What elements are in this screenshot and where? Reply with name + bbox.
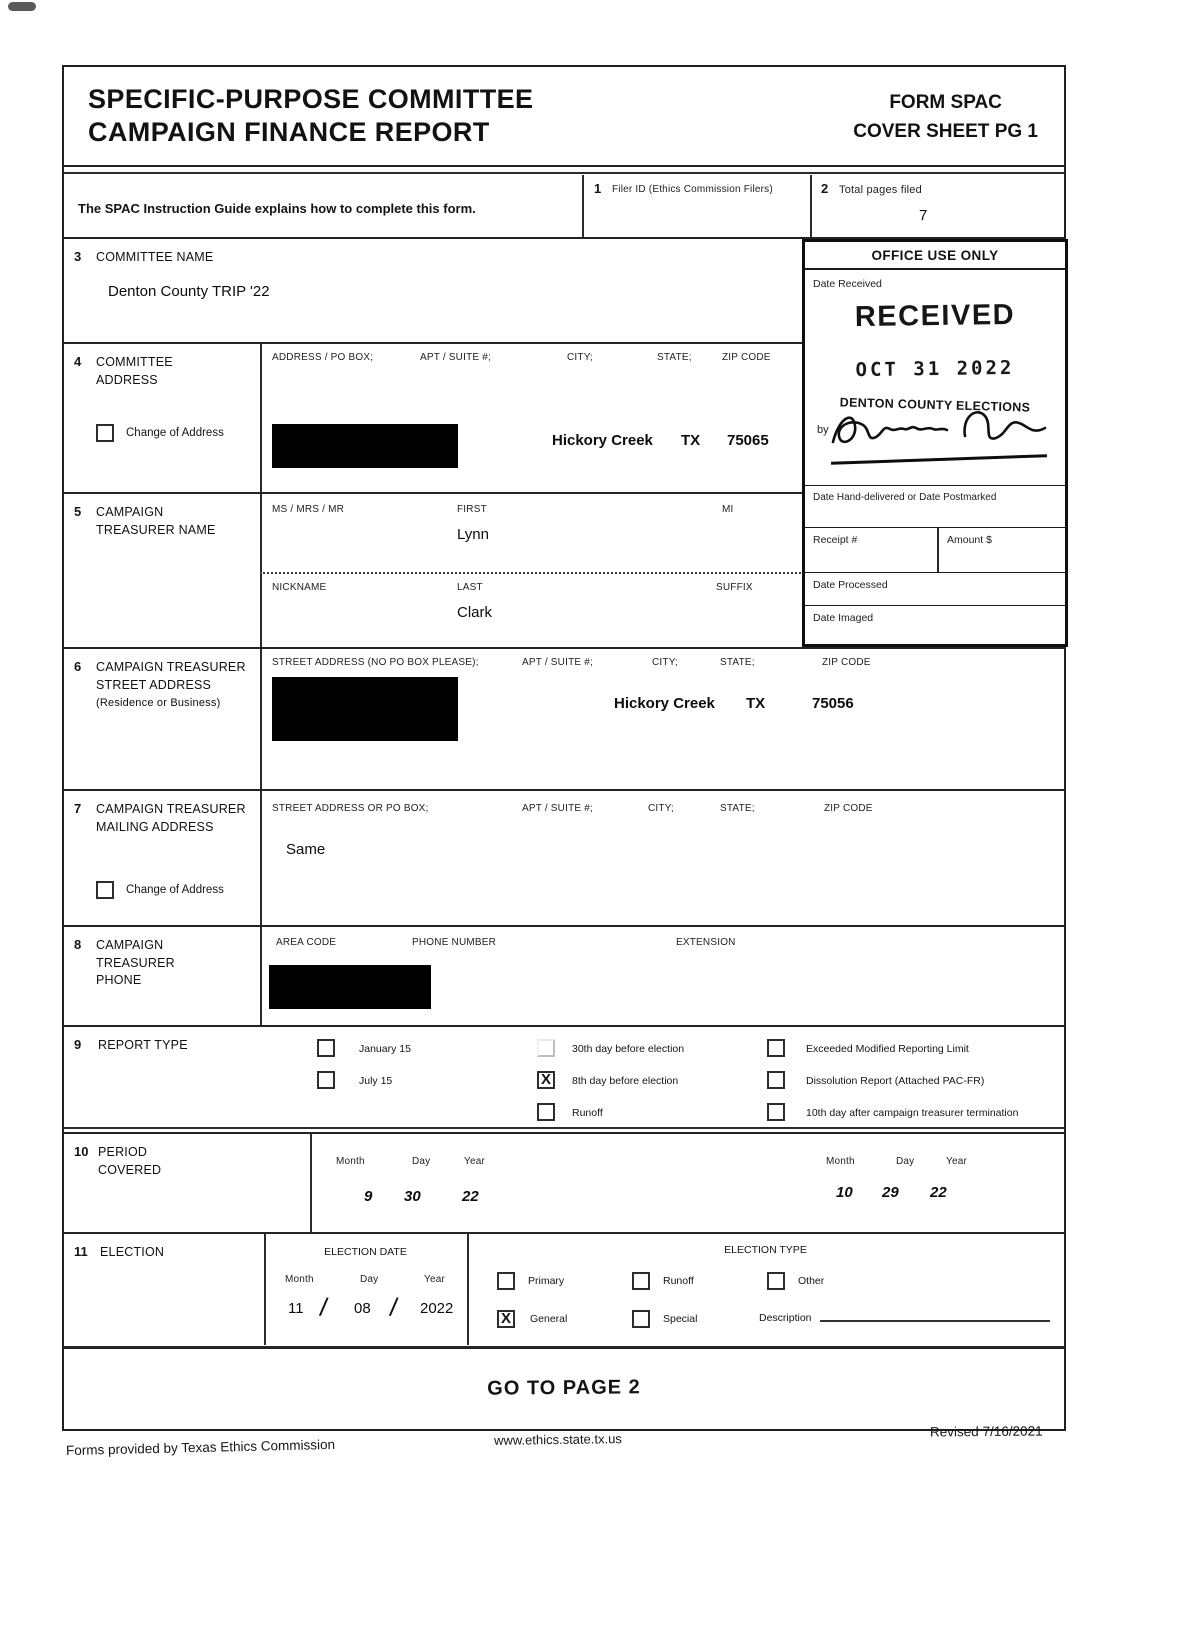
checkbox-july-15[interactable]: [317, 1071, 335, 1089]
option-8th-day: 8th day before election: [572, 1075, 679, 1087]
col-address-label: ADDRESS / PO BOX;: [272, 352, 374, 363]
divider: [260, 344, 262, 492]
option-january-15: January 15: [359, 1043, 411, 1055]
intro-row: [64, 175, 1064, 239]
option-runoff-report: Runoff: [572, 1107, 603, 1119]
box9-report-type: [64, 1025, 1064, 1132]
slash: /: [388, 1291, 400, 1323]
col-street-label: STREET ADDRESS (NO PO BOX PLEASE);: [272, 657, 479, 668]
description-label: Description: [759, 1312, 812, 1324]
go-to-page-2-text: GO TO PAGE 2: [487, 1376, 641, 1400]
box6-treasurer-street-address: [64, 647, 1064, 789]
option-july-15: July 15: [359, 1075, 393, 1087]
col-nickname-label: NICKNAME: [272, 582, 327, 593]
received-stamp-date: OCT 31 2022: [855, 356, 1015, 382]
checkbox-30th-day[interactable]: [537, 1039, 555, 1057]
col-city-label: CITY;: [652, 657, 678, 668]
committee-zip-value: 75065: [727, 432, 769, 449]
col-apt-label: APT / SUITE #;: [522, 657, 593, 668]
option-10th-day-termination: 10th day after campaign treasurer termination: [806, 1107, 1019, 1119]
col-month-label: Month: [336, 1156, 365, 1167]
mailing-address-value: Same: [286, 841, 326, 858]
col-zip-label: ZIP CODE: [722, 352, 771, 363]
box7-treasurer-mailing-address: [64, 789, 1064, 925]
period-covered-label: PERIOD COVERED: [98, 1145, 162, 1177]
change-of-address-label: Change of Address: [126, 427, 224, 439]
form-title-line2: CAMPAIGN FINANCE REPORT: [88, 116, 490, 147]
election-date-day: 08: [354, 1300, 371, 1317]
option-general: General: [530, 1313, 568, 1325]
box4-committee-address: [64, 342, 804, 492]
description-line: [820, 1320, 1050, 1322]
form-title-line1: SPECIFIC-PURPOSE COMMITTEE: [88, 84, 534, 114]
col-city-label: CITY;: [567, 352, 593, 363]
col-suffix-label: SUFFIX: [716, 582, 753, 593]
option-dissolution: Dissolution Report (Attached PAC-FR): [806, 1075, 985, 1087]
col-month-label: Month: [285, 1274, 314, 1285]
col-state-label: STATE;: [720, 803, 755, 814]
treasurer-street-address-sublabel: (Residence or Business): [96, 697, 221, 709]
receipt-label: Receipt #: [813, 534, 858, 546]
col-day-label: Day: [360, 1274, 379, 1285]
period-through-day: 29: [882, 1184, 899, 1201]
form-number-line1: FORM SPAC: [889, 92, 1002, 113]
col-last-label: LAST: [457, 582, 483, 593]
election-date-year: 2022: [420, 1300, 454, 1317]
footer-url: www.ethics.state.tx.us: [493, 1431, 622, 1448]
checkbox-general[interactable]: [497, 1310, 515, 1328]
divider: [937, 528, 939, 572]
filer-id-label: Filer ID (Ethics Commission Filers): [612, 184, 773, 195]
col-state-label: STATE;: [720, 657, 755, 668]
office-use-only-title: OFFICE USE ONLY: [805, 242, 1065, 270]
total-pages-value: 7: [919, 207, 928, 224]
committee-city-value: Hickory Creek: [552, 432, 653, 449]
redacted-phone: [269, 965, 431, 1009]
col-zip-label: ZIP CODE: [822, 657, 871, 668]
checkbox-special[interactable]: [632, 1310, 650, 1328]
option-runoff: Runoff: [663, 1275, 694, 1287]
treasurer-street-address-label: [96, 659, 251, 712]
form-title: [88, 83, 533, 149]
signature: [823, 400, 1055, 462]
field-number-6: 6: [74, 659, 82, 674]
col-area-code-label: AREA CODE: [276, 937, 337, 948]
form-header: [64, 67, 1064, 167]
divider: [260, 791, 262, 925]
period-from-month: 9: [364, 1188, 373, 1205]
hand-delivered-label: Date Hand-delivered or Date Postmarked: [813, 492, 997, 503]
col-first-label: FIRST: [457, 504, 487, 515]
box3-committee-name: [64, 239, 804, 342]
option-special: Special: [663, 1313, 698, 1325]
amount-label: Amount $: [947, 534, 992, 546]
checkbox-8th-day[interactable]: [537, 1071, 555, 1089]
treasurer-first-value: Lynn: [457, 526, 489, 543]
field-number-3: 3: [74, 249, 82, 264]
office-use-only-box: [802, 239, 1068, 647]
field-number-11: 11: [74, 1244, 88, 1259]
divider: [810, 175, 812, 237]
office-receipt-row: [805, 527, 1065, 572]
divider: [260, 494, 262, 647]
field-number-10: 10: [74, 1144, 89, 1159]
checkbox-exceeded-limit[interactable]: [767, 1039, 785, 1057]
col-extension-label: EXTENSION: [676, 937, 736, 948]
slash: /: [318, 1291, 330, 1323]
col-year-label: Year: [946, 1156, 968, 1167]
box8-treasurer-phone: [64, 925, 1064, 1025]
divider: [260, 927, 262, 1025]
committee-address-label: COMMITTEE ADDRESS: [96, 355, 173, 387]
mailing-change-of-address-checkbox[interactable]: [96, 881, 114, 899]
received-stamp: RECEIVED: [854, 298, 1016, 334]
committee-state-value: TX: [681, 432, 701, 449]
form-number: [853, 89, 1038, 146]
checkbox-dissolution[interactable]: [767, 1071, 785, 1089]
field-number-4: 4: [74, 354, 82, 369]
redacted-street-address: [272, 677, 458, 741]
period-through-year: 22: [930, 1184, 947, 1201]
col-apt-label: APT / SUITE #;: [522, 803, 593, 814]
total-pages-label: Total pages filed: [839, 184, 922, 196]
option-primary: Primary: [528, 1275, 565, 1287]
checkbox-january-15[interactable]: [317, 1039, 335, 1057]
col-city-label: CITY;: [648, 803, 674, 814]
checkbox-runoff-report[interactable]: [537, 1103, 555, 1121]
header-double-rule: [64, 172, 1064, 174]
col-phone-number-label: PHONE NUMBER: [412, 937, 497, 948]
election-label: ELECTION: [100, 1245, 165, 1259]
treasurer-zip-value: 75056: [812, 695, 854, 712]
received-stamp-agency: DENTON COUNTY ELECTIONS: [839, 395, 1031, 415]
field-number-9: 9: [74, 1037, 82, 1052]
election-date-month: 11: [288, 1300, 304, 1317]
treasurer-mailing-address-label: CAMPAIGN TREASURER MAILING ADDRESS: [96, 802, 246, 834]
field-number-8: 8: [74, 937, 82, 952]
checkbox-primary[interactable]: [497, 1272, 515, 1290]
col-state-label: STATE;: [657, 352, 692, 363]
footer-provider: Forms provided by Texas Ethics Commission: [65, 1436, 336, 1459]
period-through-month: 10: [836, 1184, 853, 1201]
checkbox-10th-day-termination[interactable]: [767, 1103, 785, 1121]
field-number-7: 7: [74, 801, 82, 816]
period-from-year: 22: [462, 1188, 479, 1205]
report-type-label: REPORT TYPE: [98, 1038, 188, 1052]
office-hand-delivered-row: [805, 485, 1065, 527]
field-number-1: 1: [594, 181, 602, 196]
col-day-label: Day: [896, 1156, 915, 1167]
treasurer-name-label: CAMPAIGN TREASURER NAME: [96, 505, 216, 537]
divider: [582, 175, 584, 237]
col-ms-mrs-mr-label: MS / MRS / MR: [272, 504, 345, 515]
field-number-2: 2: [821, 181, 829, 196]
option-30th-day: 30th day before election: [572, 1043, 685, 1055]
committee-name-label: COMMITTEE NAME: [96, 250, 214, 264]
col-month-label: Month: [826, 1156, 855, 1167]
option-other: Other: [798, 1275, 825, 1287]
form-number-line2: COVER SHEET PG 1: [853, 120, 1038, 142]
office-date-processed-row: [805, 572, 1065, 605]
mailing-change-of-address-label: Change of Address: [126, 884, 224, 896]
date-imaged-label: Date Imaged: [813, 612, 874, 624]
box10-period-covered: [64, 1132, 1064, 1232]
divider: [260, 649, 262, 789]
col-year-label: Year: [464, 1156, 486, 1167]
instruction-text: The SPAC Instruction Guide explains how to complete this form.: [78, 201, 476, 216]
dotted-divider: [260, 572, 804, 574]
date-processed-label: Date Processed: [813, 579, 888, 591]
col-apt-label: APT / SUITE #;: [420, 352, 491, 363]
redacted-address: [272, 424, 458, 468]
period-from-day: 30: [404, 1188, 421, 1205]
treasurer-phone-label: CAMPAIGN TREASURER PHONE: [96, 938, 175, 987]
election-date-title: ELECTION DATE: [324, 1246, 407, 1258]
box11-election: [64, 1232, 1064, 1345]
divider: [310, 1134, 312, 1232]
go-to-page-2-banner: [64, 1347, 1064, 1429]
option-exceeded-limit: Exceeded Modified Reporting Limit: [806, 1043, 969, 1055]
checkbox-runoff[interactable]: [632, 1272, 650, 1290]
by-label: by: [817, 424, 829, 436]
committee-name-value: Denton County TRIP '22: [108, 283, 270, 300]
treasurer-state-value: TX: [746, 695, 766, 712]
office-date-imaged-row: [805, 605, 1065, 644]
field-number-5: 5: [74, 504, 82, 519]
date-received-label: Date Received: [813, 278, 882, 290]
col-mi-label: MI: [722, 504, 734, 515]
treasurer-street-address-label-text: CAMPAIGN TREASURER STREET ADDRESS: [96, 660, 246, 692]
col-zip-label: ZIP CODE: [824, 803, 873, 814]
change-of-address-checkbox[interactable]: [96, 424, 114, 442]
col-street-label: STREET ADDRESS OR PO BOX;: [272, 803, 429, 814]
treasurer-last-value: Clark: [457, 604, 493, 621]
election-type-title: ELECTION TYPE: [724, 1244, 807, 1256]
col-year-label: Year: [424, 1274, 446, 1285]
checkbox-other[interactable]: [767, 1272, 785, 1290]
box5-treasurer-name: [64, 492, 804, 647]
treasurer-city-value: Hickory Creek: [614, 695, 715, 712]
form-sheet: [62, 65, 1066, 1431]
double-rule: [64, 1127, 1064, 1129]
scan-artifact: [8, 2, 36, 11]
footer-revised: Revised 7/16/2021: [929, 1423, 1043, 1440]
col-day-label: Day: [412, 1156, 431, 1167]
